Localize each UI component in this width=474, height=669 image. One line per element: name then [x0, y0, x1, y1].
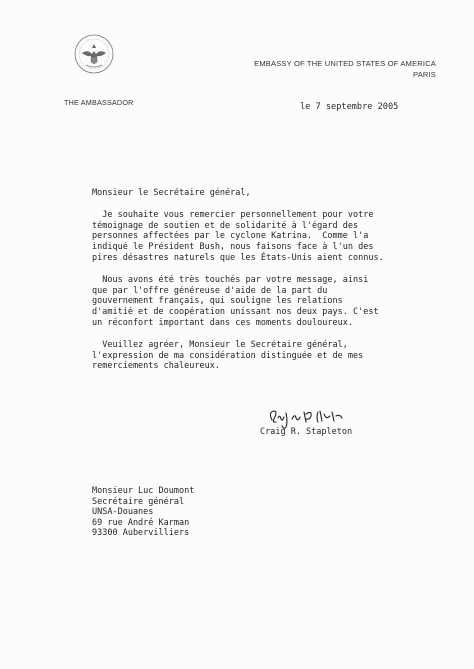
paragraph-line: Nous avons été très touchés par votre message, ainsi — [92, 274, 369, 285]
paragraph-line: que par l'offre généreuse d'aide de la part du — [92, 285, 328, 296]
paragraph-line: l'expression de ma considération distinguée et de mes — [92, 350, 364, 361]
paragraph-line: témoignage de soutien et de solidarité à l'égard des — [92, 220, 359, 231]
paragraph-line: Veuillez agréer, Monsieur le Secrétaire général, — [92, 339, 348, 350]
paragraph-line: un réconfort important dans ces moments douloureux. — [92, 317, 353, 328]
paragraph-2 — [92, 275, 412, 329]
paragraph-line: pires désastres naturels que les États-Unis aient connus. — [92, 252, 384, 263]
recipient-line: 93300 Aubervilliers — [92, 528, 190, 539]
embassy-name: EMBASSY OF THE UNITED STATES OF AMERICA — [254, 59, 436, 68]
paragraph-line: Je souhaite vous remercier personnellement pour votre — [92, 209, 374, 220]
embassy-letterhead — [252, 58, 436, 80]
recipient-line: Monsieur Luc Doumont — [92, 486, 195, 496]
signature-name: Craig R. Stapleton — [260, 427, 353, 437]
us-great-seal-icon — [72, 32, 116, 76]
paragraph-line: personnes affectées par le cyclone Katrina. Comme l'a — [92, 231, 369, 242]
paragraph-3 — [92, 340, 412, 372]
recipient-line: UNSA-Douanes — [92, 507, 154, 518]
salutation: Monsieur le Secrétaire général, — [92, 188, 251, 198]
ambassador-label: THE AMBASSADOR — [64, 98, 134, 107]
letter-body — [92, 188, 412, 383]
paragraph-1 — [92, 210, 412, 264]
embassy-city: PARIS — [413, 70, 436, 79]
recipient-line: 69 rue André Karman — [92, 517, 190, 528]
recipient-line: Secrétaire général — [92, 496, 185, 507]
letter-date: le 7 septembre 2005 — [300, 102, 399, 112]
paragraph-line: remerciements chaleureux. — [92, 361, 220, 372]
paragraph-line: d'amitié et de coopération unissant nos deux pays. C'est — [92, 307, 379, 318]
paragraph-line: indiqué le Président Bush, nous faisons face à l'un des — [92, 242, 374, 253]
recipient-address — [92, 486, 194, 539]
paragraph-line: gouvernement français, qui souligne les relations — [92, 296, 343, 307]
